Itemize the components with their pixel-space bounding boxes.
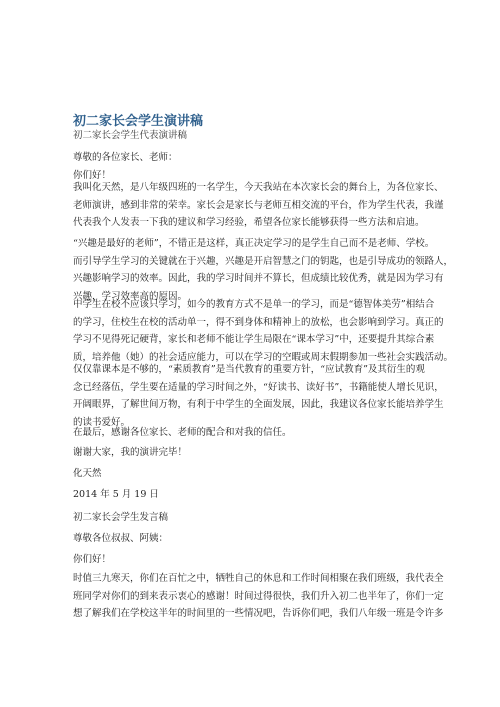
paragraph-line: 兴趣影响学习的效率。因此，我的学习时间并不算长，但成绩比较优秀，就是因为学习有 — [73, 273, 444, 284]
document-subtitle: 初二家长会学生代表演讲稿 — [73, 130, 188, 141]
paragraph-line: 学习不见得死记硬背，家长和老师不能让学生局限在“课本学习”中，还要提升其综合素 — [73, 334, 435, 345]
paragraph-line: 仅仅靠课本是不够的，“素质教育”是当代教育的重要方针，“应试教育”及其衍生的观 — [73, 364, 425, 375]
paragraph-line: 我叫化天然，是八年级四班的一名学生，今天我站在本次家长会的舞台上，为各位家长、 — [73, 182, 444, 193]
paragraph-line: 质，培养他（她）的社会适应能力，可以在学习的空暇或周末假期参加一些社会实践活动。 — [73, 351, 454, 363]
speech-paragraph-3 — [73, 296, 454, 366]
second-greeting-line: 尊敬各位叔叔、阿姨： — [73, 533, 169, 544]
closing-line: 在最后，感谢各位家长、老师的配合和对我的信任。 — [73, 427, 292, 438]
second-hello-line: 你们好！ — [73, 554, 112, 565]
paragraph-line: 念已经落伍，学生要在适量的学习时间之外，“好读书、读好书”，书籍能使人增长见识， — [73, 381, 444, 393]
speech-paragraph-1 — [73, 179, 444, 232]
paragraph-line: 中学生在校不应该只学习，如今的教育方式不是单一的学习，而是“德智体美劳”相结合 — [73, 299, 435, 310]
paragraph-line: “兴趣是最好的老师”，不错正是这样，真正决定学习的是学生自己而不是老师、学校。 — [73, 238, 435, 249]
greeting-line: 尊敬的各位家长、老师： — [73, 152, 178, 163]
speech-paragraph-4 — [73, 361, 444, 431]
thanks-line: 谢谢大家，我的演讲完毕！ — [73, 447, 188, 458]
paragraph-line: 而引导学生学习的关键就在于兴趣，兴趣是开启智慧之门的钥匙，也是引导成功的领路人， — [73, 255, 454, 267]
paragraph-line: 时值三九寒天，你们在百忙之中，牺牲自己的休息和工作时间相聚在我们班级，我代表全 — [73, 573, 444, 584]
speech-paragraph-2 — [73, 235, 454, 305]
paragraph-line: 代表我个人发表一下我的建议和学习经验，希望各位家长能够获得一些方法和启迪。 — [73, 217, 425, 228]
paragraph-line: 老师演讲，感到非常的荣幸。家长会是家长与老师互相交流的平台，作为学生代表，我谨 — [73, 199, 444, 211]
signature: 化天然 — [73, 468, 102, 479]
hello-line: 你们好！ — [73, 170, 112, 181]
second-speech-paragraph-1 — [73, 570, 444, 623]
paragraph-line: 兴趣，学习效率高的原因。 — [73, 290, 188, 302]
paragraph-line: 班同学对你们的到来表示衷心的感谢！时间过得很快，我们升入初二也半年了，你们一定 — [73, 590, 444, 602]
document-title: 初二家长会学生演讲稿 — [73, 114, 204, 129]
paragraph-line: 的学习，住校生在校的活动单一，得不到身体和精神上的放松，也会影响到学习。真正的 — [73, 316, 444, 328]
paragraph-line: 的读书爱好。 — [73, 416, 131, 428]
date-line: 2014 年 5 月 19 日 — [73, 489, 159, 500]
second-document-title: 初二家长会学生发言稿 — [73, 512, 169, 523]
paragraph-line: 开阔眼界，了解世间万物，有利于中学生的全面发展，因此，我建议各位家长能培养学生 — [73, 399, 444, 410]
paragraph-line: 想了解我们在学校这半年的时间里的一些情况吧，告诉你们吧，我们八年级一班是令许多 — [73, 608, 444, 619]
